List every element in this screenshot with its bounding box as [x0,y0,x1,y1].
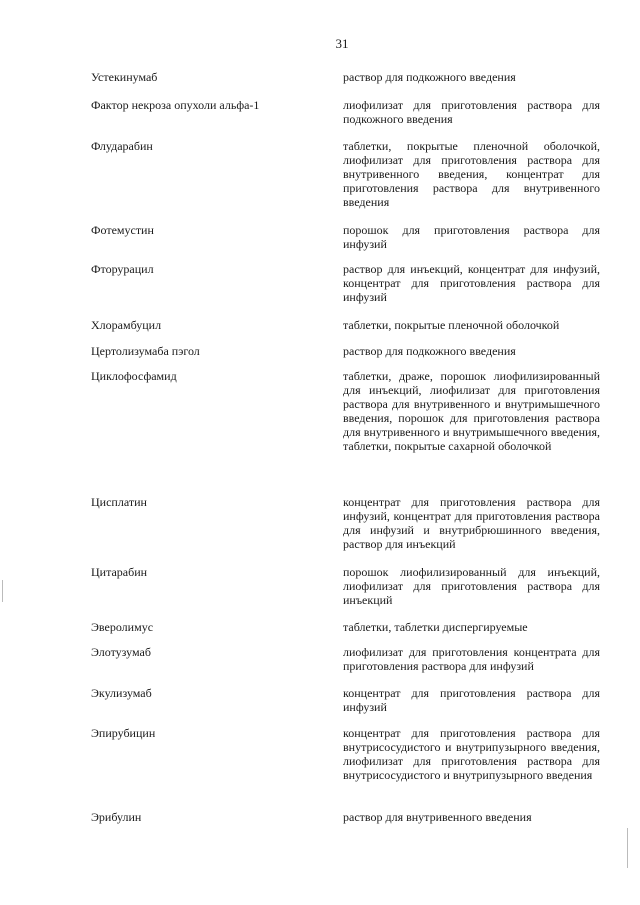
dosage-form: концентрат для приготовления раствора для инфузий [343,686,600,714]
dosage-form: порошок лиофилизированный для инъекций, лиофилизат для приготовления раствора для инъекций [343,565,600,607]
drug-name: Цертолизумаба пэгол [91,344,200,358]
dosage-form: порошок для приготовления раствора для инфузий [343,223,600,251]
page-number: 31 [335,36,349,51]
drug-name: Фактор некроза опухоли альфа-1 [91,98,260,112]
scan-edge-mark [627,828,628,868]
drug-name: Флударабин [91,139,153,153]
scan-edge-mark [2,580,3,602]
dosage-form: раствор для подкожного введения [343,344,516,358]
drug-name: Фторурацил [91,262,154,276]
dosage-form: концентрат для приготовления раствора для инфузий, концентрат для приготовления раствора для инфузий и внутрибрюшинного введения, раствор для инъекций [343,495,600,551]
drug-name: Хлорамбуцил [91,318,162,332]
drug-name: Фотемустин [91,223,154,237]
drug-name: Экулизумаб [91,686,152,700]
dosage-form: раствор для внутривенного введения [343,810,532,824]
drug-name: Элотузумаб [91,645,151,659]
drug-name: Эпирубицин [91,726,156,740]
dosage-form: лиофилизат для приготовления раствора для подкожного введения [343,98,600,126]
drug-name: Циклофосфамид [91,369,177,383]
drug-name: Цитарабин [91,565,148,579]
drug-name: Эрибулин [91,810,142,824]
drug-name: Эверолимус [91,620,154,634]
dosage-form: концентрат для приготовления раствора для внутрисосудистого и внутрипузырного введения, лиофилизат для приготовления раствора для внутрисосудистого и внутрипузырного введения [343,726,600,782]
dosage-form: лиофилизат для приготовления концентрата для приготовления раствора для инфузий [343,645,600,673]
drug-name: Устекинумаб [91,70,158,84]
dosage-form: таблетки, таблетки диспергируемые [343,620,528,634]
dosage-form: таблетки, покрытые пленочной оболочкой [343,318,560,332]
dosage-form: таблетки, покрытые пленочной оболочкой, лиофилизат для приготовления раствора для внутривенного введения, концентрат для приготовления раствора для внутривенного введения [343,139,600,209]
dosage-form: раствор для подкожного введения [343,70,516,84]
dosage-form: таблетки, драже, порошок лиофилизированный для инъекций, лиофилизат для приготовления раствора для внутривенного и внутримышечного введения, порошок для приготовления раствора для внутривенного и внутримышечного введения, таблетки, покрытые сахарной оболочкой [343,369,600,453]
dosage-form: раствор для инъекций, концентрат для инфузий, концентрат для приготовления раствора для инфузий [343,262,600,304]
drug-name: Цисплатин [91,495,147,509]
